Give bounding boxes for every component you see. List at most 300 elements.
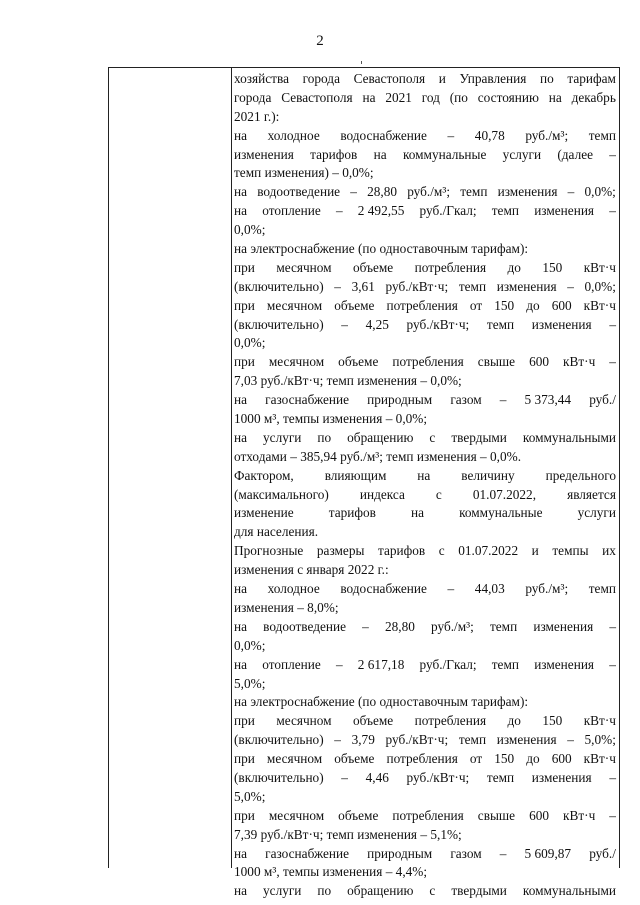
word: месячном: [266, 751, 323, 767]
word: кВт·ч: [583, 297, 616, 313]
word: 8,0%;: [307, 599, 339, 615]
text-line: [234, 410, 616, 429]
word: потребления: [386, 751, 458, 767]
word: на: [373, 146, 387, 162]
text-line: [234, 731, 616, 750]
word: 1000: [234, 411, 264, 427]
word: руб./м³;: [525, 581, 569, 597]
word: тарифов: [328, 505, 376, 521]
word: 7,03: [234, 373, 261, 389]
word: величину: [461, 467, 515, 483]
text-line: [234, 240, 616, 259]
word: обращению: [347, 883, 414, 899]
word: (включительно): [234, 732, 324, 748]
text-line: [234, 882, 616, 901]
text-line: [234, 89, 616, 108]
word: их: [602, 543, 616, 559]
word: твердыми: [451, 429, 507, 445]
word: изменения: [496, 732, 557, 748]
word: изменения: [322, 411, 386, 427]
text-line: [234, 316, 616, 335]
word: при: [234, 297, 255, 313]
word: отходами: [234, 448, 291, 464]
word: темп: [588, 127, 616, 143]
word: г.):: [263, 108, 280, 124]
word: изменения): [264, 165, 333, 181]
word: при: [234, 354, 255, 370]
text-line: [234, 183, 616, 202]
word: (далее: [557, 146, 594, 162]
text-line: [234, 561, 616, 580]
word: 0,0%;: [430, 373, 462, 389]
word: объеме: [334, 297, 375, 313]
word: до: [507, 259, 521, 275]
word: коммунальными: [522, 429, 616, 445]
word: с: [429, 429, 436, 445]
word: –: [609, 656, 616, 672]
word: на: [234, 883, 248, 899]
word: –: [480, 448, 490, 464]
word: 0,0%;: [584, 278, 616, 294]
word: темпы: [282, 864, 323, 880]
word: изменения: [534, 203, 595, 219]
word: 4,4%;: [395, 864, 428, 880]
word: 01.07.2022: [458, 543, 519, 559]
text-line: [234, 108, 616, 127]
word: свыше: [477, 354, 516, 370]
word: –: [609, 618, 616, 634]
word: 28,80: [367, 184, 398, 200]
word: услуги: [502, 146, 542, 162]
word: изменения: [534, 656, 595, 672]
word: руб./: [589, 392, 616, 408]
word: природным: [367, 392, 433, 408]
word: водоотведение: [257, 184, 341, 200]
word: –: [332, 165, 343, 181]
word: темп: [486, 769, 515, 785]
word: потребления: [392, 807, 464, 823]
word: 2021: [234, 108, 264, 124]
word: объеме: [338, 354, 379, 370]
word: –: [499, 845, 507, 861]
word: темп: [486, 316, 515, 332]
word: и: [531, 543, 539, 559]
word: коммунальные: [459, 505, 543, 521]
word: населения.: [256, 524, 319, 540]
word: –: [290, 448, 301, 464]
word: темп: [489, 618, 518, 634]
word: на: [234, 618, 248, 634]
word: темп: [460, 184, 488, 200]
word: коммунальные: [402, 146, 487, 162]
word: индекса: [359, 486, 405, 502]
word: 2 492,55: [357, 203, 405, 219]
word: (включительно): [234, 278, 324, 294]
word: потребления: [414, 259, 487, 275]
word: кВт·ч: [583, 713, 616, 729]
word: 0,0%.: [490, 448, 522, 464]
word: по: [539, 71, 554, 86]
word: –: [567, 278, 574, 294]
word: от: [469, 297, 483, 313]
word: –: [609, 146, 616, 162]
word: кВт·ч: [563, 807, 596, 823]
word: тарифам):: [471, 241, 529, 257]
word: –: [341, 316, 348, 332]
word: год: [421, 89, 440, 105]
word: кВт·ч: [583, 259, 616, 275]
word: 0,0%;: [342, 165, 374, 181]
word: (по: [357, 694, 380, 710]
text-line: [234, 448, 616, 467]
word: газом: [450, 845, 482, 861]
word: темп: [491, 203, 519, 219]
word: –: [334, 278, 341, 294]
text-line: [234, 580, 616, 599]
text-line: [234, 429, 616, 448]
text-line: [234, 146, 616, 165]
word: на: [234, 429, 248, 445]
word: изменения: [533, 618, 594, 634]
word: темп: [386, 448, 417, 464]
word: 5 373,44: [524, 392, 572, 408]
text-line: [234, 750, 616, 769]
text-column: [234, 70, 616, 901]
word: кВт·ч: [583, 751, 616, 767]
text-line: [234, 202, 616, 221]
word: 3,79: [351, 732, 375, 748]
word: водоснабжение: [340, 127, 427, 143]
word: до: [507, 713, 521, 729]
word: –: [447, 127, 455, 143]
word: темп: [458, 732, 487, 748]
word: руб./Гкал;: [419, 656, 477, 672]
word: изменения: [497, 184, 558, 200]
word: руб./кВт·ч;: [385, 732, 449, 748]
word: 0,0%;: [234, 335, 266, 351]
word: обращению: [347, 429, 414, 445]
word: газоснабжение: [265, 392, 350, 408]
word: газоснабжение: [265, 845, 350, 861]
text-line: [234, 467, 616, 486]
word: изменения: [234, 562, 298, 578]
word: –: [609, 316, 616, 332]
word: объеме: [334, 751, 375, 767]
word: с: [438, 543, 445, 559]
word: потребления: [386, 297, 458, 313]
word: 28,80: [384, 618, 415, 634]
word: изменения: [357, 826, 421, 842]
word: изменения: [531, 316, 592, 332]
word: по: [317, 883, 332, 899]
text-line: [234, 372, 616, 391]
text-line: [234, 599, 616, 618]
text-line: [234, 788, 616, 807]
word: 4,25: [365, 316, 389, 332]
word: 5,0%;: [234, 788, 266, 804]
word: Управления: [459, 71, 527, 86]
word: Прогнозные: [234, 543, 304, 559]
word: 0,0%;: [234, 222, 266, 238]
word: Севастополя: [353, 71, 426, 86]
text-line: [234, 391, 616, 410]
word: на: [417, 467, 431, 483]
page-mark: [361, 61, 362, 64]
word: темпы: [552, 543, 589, 559]
word: 0,0%;: [584, 184, 616, 200]
word: 150: [494, 297, 515, 313]
text-line: [234, 637, 616, 656]
word: потребления: [414, 713, 487, 729]
text-line: [234, 127, 616, 146]
text-line: [234, 693, 616, 712]
word: на: [234, 656, 248, 672]
word: на: [362, 89, 376, 105]
word: руб./кВт·ч;: [406, 769, 470, 785]
word: коммунальными: [522, 883, 616, 899]
word: 600: [551, 751, 572, 767]
word: –: [609, 807, 616, 823]
word: является: [567, 486, 616, 502]
text-line: [234, 523, 616, 542]
text-line: [234, 259, 616, 278]
word: отопление: [262, 203, 321, 219]
word: на: [234, 241, 251, 257]
word: размеры: [316, 543, 365, 559]
word: 150: [542, 713, 563, 729]
word: руб./кВт·ч;: [260, 373, 327, 389]
word: тарифов: [378, 543, 426, 559]
word: –: [350, 184, 357, 200]
text-line: [234, 297, 616, 316]
word: на: [234, 392, 248, 408]
word: г.:: [377, 562, 389, 578]
word: 5,1%;: [430, 826, 462, 842]
word: города: [302, 71, 340, 86]
word: влияющим: [324, 467, 387, 483]
word: (максимального): [234, 486, 329, 502]
page-number: 2: [316, 33, 324, 49]
text-line: [234, 826, 616, 845]
column-divider: [231, 68, 232, 868]
word: услуги: [263, 883, 302, 899]
document-table: [108, 67, 620, 899]
word: предельного: [545, 467, 616, 483]
word: темп: [326, 826, 358, 842]
word: и: [438, 71, 446, 86]
word: изменение: [234, 505, 294, 521]
word: 2022: [347, 562, 378, 578]
word: города: [234, 89, 272, 105]
word: 600: [551, 297, 572, 313]
word: 0,0%;: [234, 637, 266, 653]
word: потребления: [392, 354, 464, 370]
text-line: [234, 504, 616, 523]
word: одноставочным: [379, 241, 472, 257]
text-line: [234, 845, 616, 864]
word: руб./м³;: [407, 184, 451, 200]
word: –: [385, 411, 396, 427]
text-line: [234, 542, 616, 561]
word: на: [234, 581, 248, 597]
word: –: [341, 769, 348, 785]
word: тарифам):: [471, 694, 529, 710]
word: при: [234, 807, 255, 823]
word: руб./кВт·ч;: [260, 826, 327, 842]
word: руб./кВт·ч;: [406, 316, 470, 332]
word: по: [317, 429, 332, 445]
word: хозяйства: [234, 71, 289, 86]
word: 4,46: [365, 769, 389, 785]
word: холодное: [267, 127, 320, 143]
text-line: [234, 486, 616, 505]
word: электроснабжение: [250, 694, 358, 710]
word: 600: [529, 807, 550, 823]
word: (по: [449, 89, 468, 105]
word: изменения: [531, 769, 592, 785]
word: –: [334, 732, 341, 748]
word: на: [234, 845, 248, 861]
word: изменения: [496, 278, 557, 294]
word: –: [567, 184, 575, 200]
word: от: [469, 751, 483, 767]
text-line: [234, 70, 616, 89]
word: газом: [450, 392, 482, 408]
word: электроснабжение: [250, 241, 358, 257]
word: –: [447, 581, 455, 597]
text-line: [234, 353, 616, 372]
word: при: [234, 713, 255, 729]
text-line: [234, 769, 616, 788]
word: 0,0%;: [395, 411, 428, 427]
word: изменения: [234, 599, 298, 615]
word: –: [385, 864, 396, 880]
word: изменения: [234, 146, 294, 162]
word: кВт·ч: [563, 354, 596, 370]
text-line: [234, 712, 616, 731]
word: (включительно): [234, 769, 324, 785]
word: руб./Гкал;: [419, 203, 477, 219]
word: месячном: [268, 354, 325, 370]
word: темп: [458, 278, 487, 294]
word: м³,: [263, 411, 283, 427]
word: –: [420, 826, 431, 842]
word: –: [609, 354, 616, 370]
word: месячном: [266, 297, 323, 313]
word: –: [567, 732, 574, 748]
word: 2021: [385, 89, 412, 105]
word: водоотведение: [263, 618, 347, 634]
word: услуги: [263, 429, 302, 445]
text-line: [234, 618, 616, 637]
word: 150: [494, 751, 515, 767]
word: руб./м³;: [525, 127, 569, 143]
word: –: [362, 618, 369, 634]
word: (по: [357, 241, 380, 257]
word: изменения: [322, 864, 386, 880]
word: с: [297, 562, 307, 578]
word: декабрь: [571, 89, 616, 105]
word: темп: [491, 656, 519, 672]
word: природным: [367, 845, 433, 861]
word: руб./м³;: [431, 618, 474, 634]
word: на: [410, 505, 424, 521]
word: –: [297, 599, 308, 615]
word: при: [234, 751, 255, 767]
word: темп: [326, 373, 358, 389]
word: на: [234, 203, 248, 219]
word: –: [420, 373, 431, 389]
text-line: [234, 807, 616, 826]
word: 600: [529, 354, 550, 370]
word: тарифов: [310, 146, 358, 162]
word: объеме: [353, 259, 394, 275]
word: –: [609, 203, 616, 219]
word: Фактором,: [234, 467, 294, 483]
text-line: [234, 863, 616, 882]
word: –: [335, 203, 343, 219]
word: руб./м³;: [340, 448, 387, 464]
word: месячном: [268, 807, 325, 823]
word: на: [234, 127, 248, 143]
word: до: [526, 297, 540, 313]
word: для: [234, 524, 257, 540]
text-line: [234, 164, 616, 183]
word: на: [548, 89, 562, 105]
word: 01.07.2022,: [472, 486, 537, 502]
word: 5,0%;: [584, 732, 616, 748]
word: руб./: [589, 845, 616, 861]
word: месячном: [276, 259, 332, 275]
word: руб./кВт·ч;: [385, 278, 449, 294]
word: с: [435, 486, 442, 502]
word: 44,03: [474, 581, 505, 597]
word: января: [306, 562, 348, 578]
word: 2 617,18: [357, 656, 405, 672]
word: изменения: [357, 373, 421, 389]
word: 1000: [234, 864, 264, 880]
word: с: [429, 883, 436, 899]
word: при: [234, 259, 255, 275]
word: холодное: [267, 581, 320, 597]
word: водоснабжение: [340, 581, 427, 597]
word: 385,94: [300, 448, 341, 464]
word: на: [234, 694, 251, 710]
word: состоянию: [477, 89, 539, 105]
word: 7,39: [234, 826, 261, 842]
word: 5 609,87: [524, 845, 572, 861]
word: м³,: [263, 864, 283, 880]
word: одноставочным: [379, 694, 472, 710]
word: темп: [588, 581, 616, 597]
text-line: [234, 656, 616, 675]
word: месячном: [276, 713, 332, 729]
word: до: [526, 751, 540, 767]
word: 5,0%;: [234, 675, 266, 691]
word: (включительно): [234, 316, 324, 332]
word: на: [234, 184, 248, 200]
word: 150: [542, 259, 563, 275]
word: отопление: [262, 656, 321, 672]
word: твердыми: [451, 883, 507, 899]
text-line: [234, 675, 616, 694]
word: объеме: [353, 713, 394, 729]
word: свыше: [477, 807, 516, 823]
text-line: [234, 278, 616, 297]
word: –: [609, 769, 616, 785]
word: изменения: [416, 448, 481, 464]
text-line: [234, 221, 616, 240]
